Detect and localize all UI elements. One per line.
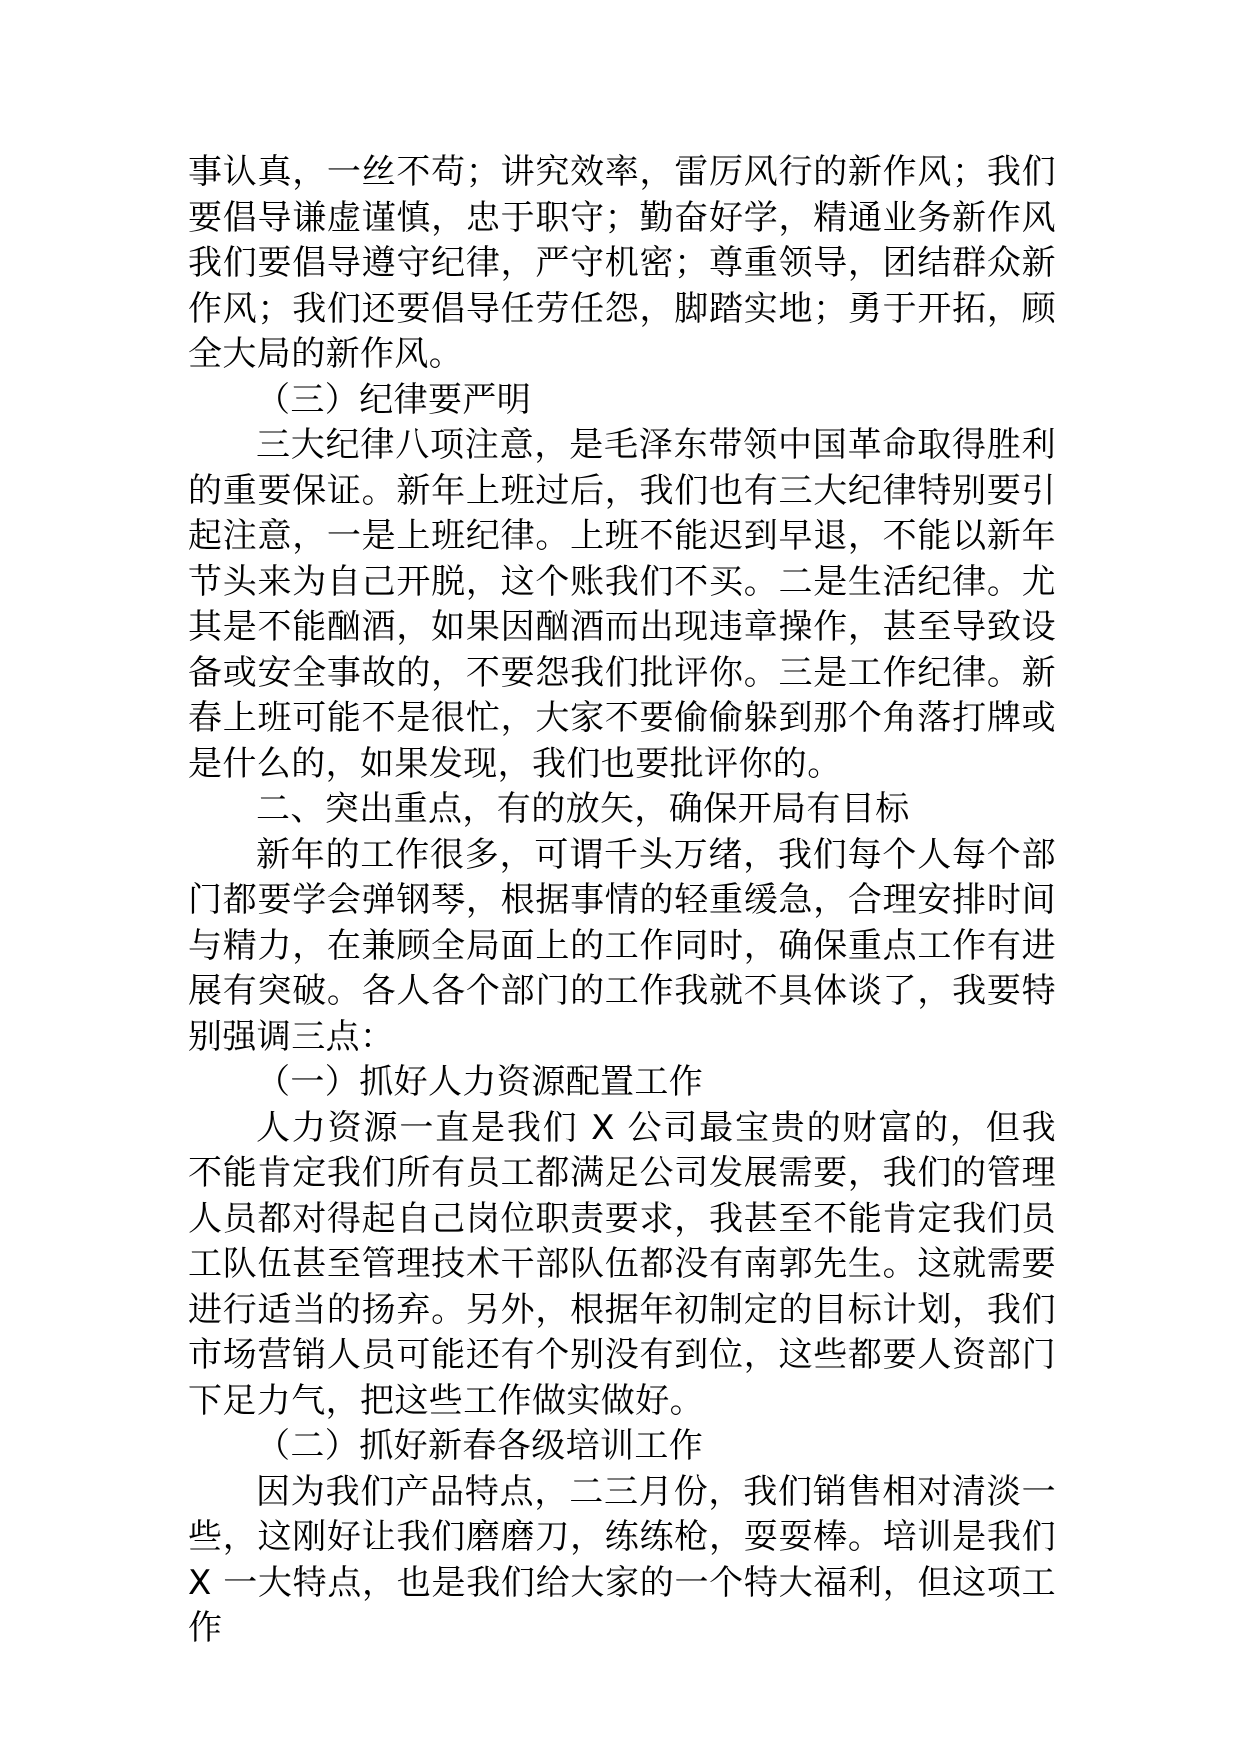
subheading-discipline: （三）纪律要严明: [256, 379, 532, 420]
paragraph-new-year-work: 新年的工作很多，可谓千头万绪，我们每个人每个部门都要学会弹钢琴，根据事情的轻重缓急，合理安排时间与精力，在兼顾全局面上的工作同时，确保重点工作有进展有突破。各人各个部门的工作我就不具体谈了，我要特别强调三点：: [188, 834, 1056, 1057]
paragraph-human-resources: 人力资源一直是我们 X 公司最宝贵的财富的，但我不能肯定我们所有员工都满足公司发展需要，我们的管理人员都对得起自己岗位职责要求，我甚至不能肯定我们员工队伍甚至管理技术干部队伍都没有南郭先生。这就需要进行适当的扬弃。另外，根据年初制定的目标计划，我们市场营销人员可能还有个别没有到位，这些都要人资部门下足力气，把这些工作做实做好。: [188, 1107, 1056, 1421]
document-page: [188, 150, 1056, 1652]
paragraph-three-disciplines: 三大纪律八项注意，是毛泽东带领中国革命取得胜利的重要保证。新年上班过后，我们也有三大纪律特别要引起注意，一是上班纪律。上班不能迟到早退，不能以新年节头来为自己开脱，这个账我们不买。二是生活纪律。尤其是不能酗酒，如果因酗酒而出现违章操作，甚至导致设备或安全事故的，不要怨我们批评你。三是工作纪律。新春上班可能不是很忙，大家不要偷偷躲到那个角落打牌或是什么的，如果发现，我们也要批评你的。: [188, 425, 1056, 784]
heading-section-two: 二、突出重点，有的放矢，确保开局有目标: [256, 789, 910, 829]
subheading-human-resources: （一）抓好人力资源配置工作: [256, 1062, 704, 1102]
subheading-training: （二）抓好新春各级培训工作: [256, 1426, 704, 1466]
paragraph-work-style: 事认真，一丝不苟；讲究效率，雷厉风行的新作风；我们要倡导谦虚谨慎，忠于职守；勤奋好学，精通业务新作风我们要倡导遵守纪律，严守机密；尊重领导，团结群众新作风；我们还要倡导任劳任怨，脚踏实地；勇于开拓，顾全大局的新作风。: [188, 152, 1056, 374]
paragraph-training: 因为我们产品特点，二三月份，我们销售相对清淡一些，这刚好让我们磨磨刀，练练枪，耍耍棒。培训是我们 X 一大特点，也是我们给大家的一个特大福利，但这项工作: [188, 1471, 1056, 1648]
